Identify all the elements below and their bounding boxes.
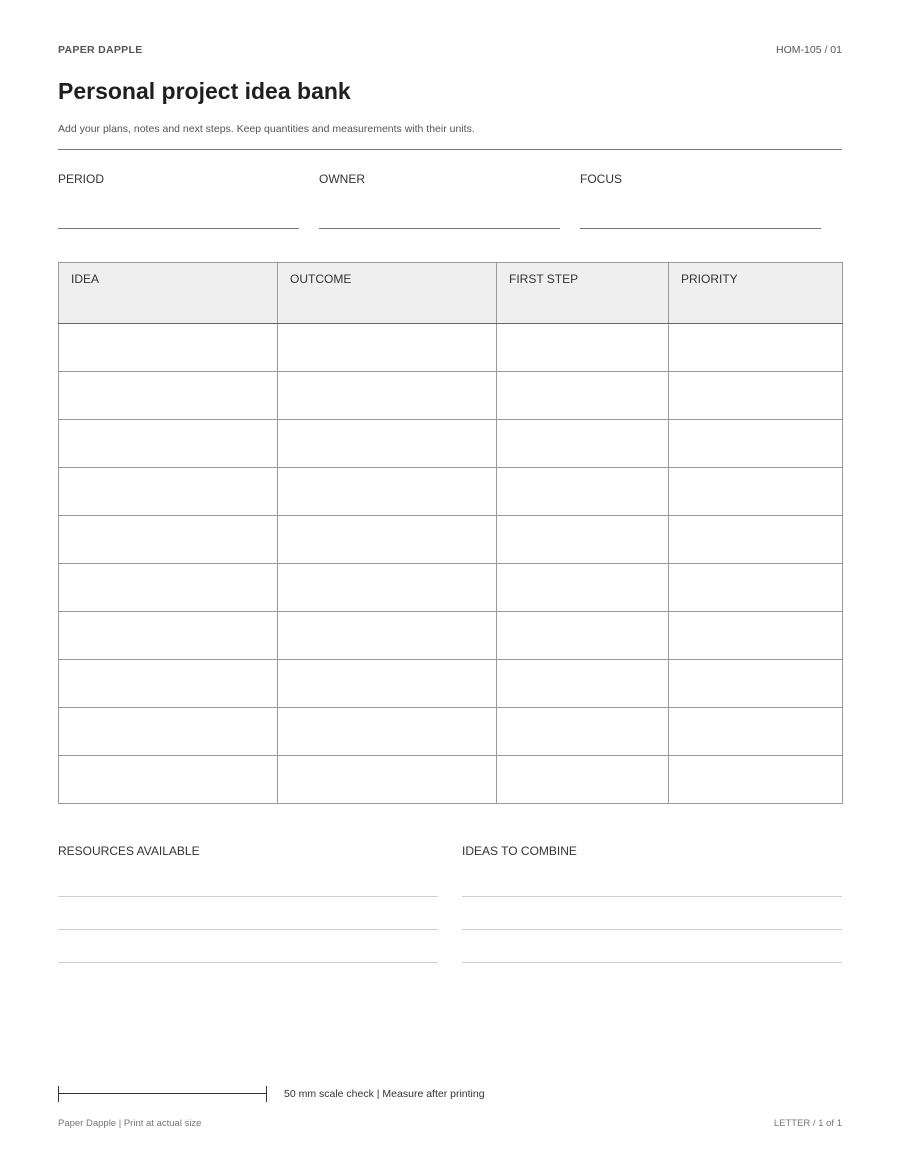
cell-priority[interactable]: [669, 372, 843, 420]
focus-label: FOCUS: [580, 172, 622, 186]
cell-first-step[interactable]: [497, 564, 669, 612]
cell-idea[interactable]: [59, 372, 278, 420]
cell-priority[interactable]: [669, 660, 843, 708]
combine-label: IDEAS TO COMBINE: [462, 844, 577, 858]
footer-left: Paper Dapple | Print at actual size: [58, 1118, 202, 1129]
combine-section: [462, 844, 842, 858]
owner-input-line[interactable]: [319, 228, 560, 229]
scale-bar-start-tick: [58, 1086, 59, 1102]
column-header-outcome: OUTCOME: [278, 263, 497, 324]
cell-first-step[interactable]: [497, 660, 669, 708]
form-code: HOM-105 / 01: [776, 44, 842, 56]
cell-outcome[interactable]: [278, 708, 497, 756]
table-row: [59, 516, 843, 564]
combine-line-2[interactable]: [462, 929, 842, 930]
cell-first-step[interactable]: [497, 756, 669, 804]
table-row: [59, 468, 843, 516]
cell-first-step[interactable]: [497, 708, 669, 756]
resources-line-2[interactable]: [58, 929, 438, 930]
cell-outcome[interactable]: [278, 564, 497, 612]
resources-line-3[interactable]: [58, 962, 438, 963]
page-title: Personal project idea bank: [58, 78, 351, 104]
header-divider: [58, 149, 842, 150]
cell-idea[interactable]: [59, 612, 278, 660]
scale-bar: [58, 1086, 267, 1102]
column-header-priority: PRIORITY: [669, 263, 843, 324]
scale-check-text: 50 mm scale check | Measure after printing: [284, 1088, 485, 1100]
brand-name: PAPER DAPPLE: [58, 44, 143, 56]
cell-outcome[interactable]: [278, 612, 497, 660]
cell-outcome[interactable]: [278, 420, 497, 468]
cell-priority[interactable]: [669, 612, 843, 660]
table-row: [59, 708, 843, 756]
cell-outcome[interactable]: [278, 756, 497, 804]
cell-first-step[interactable]: [497, 420, 669, 468]
cell-first-step[interactable]: [497, 372, 669, 420]
scale-bar-line: [58, 1093, 267, 1094]
cell-idea[interactable]: [59, 468, 278, 516]
cell-priority[interactable]: [669, 756, 843, 804]
table-row: [59, 612, 843, 660]
owner-field[interactable]: [319, 172, 560, 186]
focus-input-line[interactable]: [580, 228, 821, 229]
cell-idea[interactable]: [59, 756, 278, 804]
cell-idea[interactable]: [59, 324, 278, 372]
owner-label: OWNER: [319, 172, 365, 186]
cell-priority[interactable]: [669, 420, 843, 468]
cell-outcome[interactable]: [278, 372, 497, 420]
cell-outcome[interactable]: [278, 516, 497, 564]
combine-line-3[interactable]: [462, 962, 842, 963]
footer-right: LETTER / 1 of 1: [773, 1118, 842, 1129]
period-field[interactable]: [58, 172, 299, 186]
resources-line-1[interactable]: [58, 896, 438, 897]
cell-priority[interactable]: [669, 468, 843, 516]
table-row: [59, 564, 843, 612]
cell-idea[interactable]: [59, 516, 278, 564]
resources-label: RESOURCES AVAILABLE: [58, 844, 200, 858]
period-input-line[interactable]: [58, 228, 299, 229]
table-row: [59, 420, 843, 468]
period-label: PERIOD: [58, 172, 105, 186]
cell-idea[interactable]: [59, 660, 278, 708]
cell-first-step[interactable]: [497, 468, 669, 516]
scale-bar-end-tick: [266, 1086, 267, 1102]
column-header-first-step: FIRST STEP: [497, 263, 669, 324]
resources-section: [58, 844, 438, 858]
table-row: [59, 324, 843, 372]
table-row: [59, 756, 843, 804]
cell-priority[interactable]: [669, 564, 843, 612]
table-body: [59, 324, 843, 804]
cell-idea[interactable]: [59, 564, 278, 612]
cell-outcome[interactable]: [278, 468, 497, 516]
idea-table: [58, 262, 843, 804]
focus-field[interactable]: [580, 172, 821, 186]
cell-priority[interactable]: [669, 516, 843, 564]
cell-priority[interactable]: [669, 324, 843, 372]
cell-idea[interactable]: [59, 420, 278, 468]
cell-outcome[interactable]: [278, 324, 497, 372]
combine-line-1[interactable]: [462, 896, 842, 897]
table-row: [59, 372, 843, 420]
cell-first-step[interactable]: [497, 516, 669, 564]
page-subtitle: Add your plans, notes and next steps. Keep quantities and measurements with their units.: [58, 123, 475, 135]
column-header-idea: IDEA: [59, 263, 278, 324]
cell-first-step[interactable]: [497, 612, 669, 660]
table-row: [59, 660, 843, 708]
cell-priority[interactable]: [669, 708, 843, 756]
cell-outcome[interactable]: [278, 660, 497, 708]
cell-idea[interactable]: [59, 708, 278, 756]
cell-first-step[interactable]: [497, 324, 669, 372]
table-header-row: [59, 263, 843, 324]
